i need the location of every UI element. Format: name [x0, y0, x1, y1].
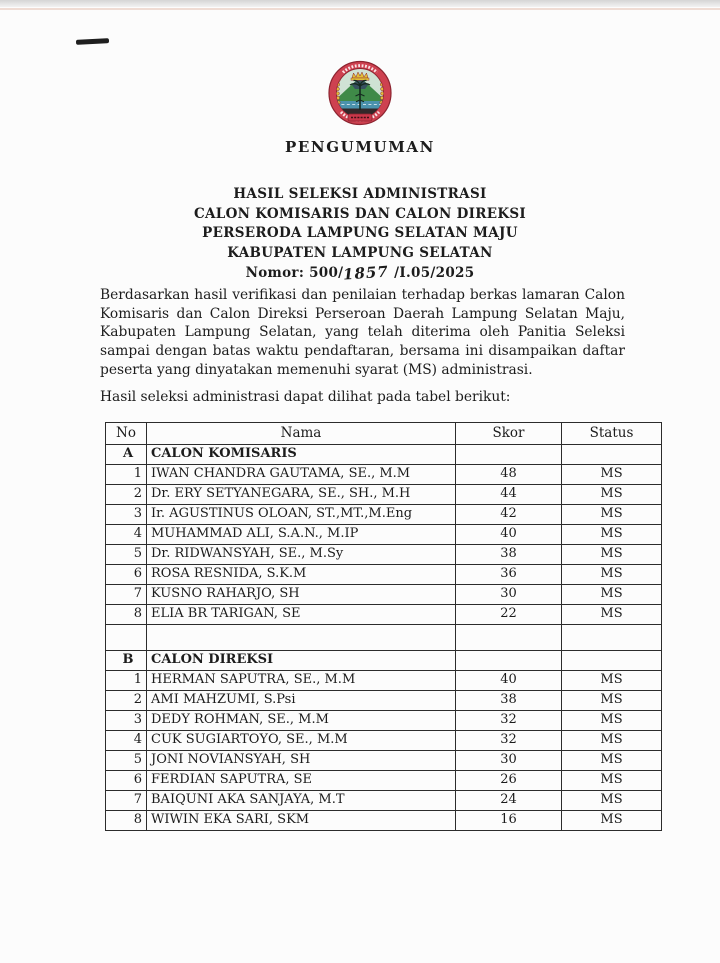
cell-nama: MUHAMMAD ALI, S.A.N., M.IP: [147, 525, 456, 545]
section-empty-cell: [456, 651, 562, 671]
cell-no: 7: [106, 791, 147, 811]
cell-status: MS: [562, 711, 662, 731]
cell-nama: Dr. ERY SETYANEGARA, SE., SH., M.H: [147, 485, 456, 505]
cell-no: 4: [106, 525, 147, 545]
cell-status: MS: [562, 811, 662, 831]
cell-status: MS: [562, 605, 662, 625]
cell-status: MS: [562, 505, 662, 525]
cell-nama: Ir. AGUSTINUS OLOAN, ST.,MT.,M.Eng: [147, 505, 456, 525]
body-paragraph: Berdasarkan hasil verifikasi dan penilaian terhadap berkas lamaran Calon Komisaris dan Calon Direksi Perseroan Daerah Lampung Selatan Maju, Kabupaten Lampung Selatan, yang telah diterima oleh Panitia Seleksi sampai dengan batas waktu pendaftaran, bersama ini disampaikan daftar peserta yang dinyatakan memenuhi syarat (MS) administrasi.: [100, 287, 625, 378]
title-line-2: CALON KOMISARIS DAN CALON DIREKSI: [193, 205, 527, 222]
cell-nama: KUSNO RAHARJO, SH: [147, 585, 456, 605]
section-id: A: [106, 445, 147, 465]
cell-skor: 42: [456, 505, 562, 525]
document-number-suffix: /I.05/2025: [389, 265, 475, 281]
section-title: CALON DIREKSI: [147, 651, 456, 671]
cell-status: MS: [562, 465, 662, 485]
cell-no: 1: [106, 465, 147, 485]
cell-status: MS: [562, 485, 662, 505]
cell-no: 6: [106, 565, 147, 585]
table-row: [106, 485, 662, 505]
cell-no: 7: [106, 585, 147, 605]
spacer-cell: [106, 625, 147, 651]
table-row: [106, 811, 662, 831]
title-line-4: KABUPATEN LAMPUNG SELATAN: [227, 244, 493, 261]
cell-skor: 32: [456, 731, 562, 751]
cell-nama: DEDY ROHMAN, SE., M.M: [147, 711, 456, 731]
cell-skor: 48: [456, 465, 562, 485]
cell-status: MS: [562, 585, 662, 605]
cell-nama: BAIQUNI AKA SANJAYA, M.T: [147, 791, 456, 811]
table-row: [106, 771, 662, 791]
table-row: [106, 565, 662, 585]
cell-skor: 26: [456, 771, 562, 791]
table-row: [106, 711, 662, 731]
section-title: CALON KOMISARIS: [147, 445, 456, 465]
results-table: [105, 422, 662, 831]
cell-skor: 40: [456, 525, 562, 545]
section-empty-cell: [562, 651, 662, 671]
table-section-row-b: [106, 651, 662, 671]
results-table-body: [106, 445, 662, 831]
cell-nama: AMI MAHZUMI, S.Psi: [147, 691, 456, 711]
cell-skor: 36: [456, 565, 562, 585]
cell-no: 3: [106, 505, 147, 525]
cell-skor: 40: [456, 671, 562, 691]
cell-no: 8: [106, 605, 147, 625]
column-header-status: Status: [562, 423, 662, 445]
cell-status: MS: [562, 545, 662, 565]
spacer-cell: [562, 625, 662, 651]
cell-no: 1: [106, 671, 147, 691]
section-empty-cell: [562, 445, 662, 465]
table-intro-text: Hasil seleksi administrasi dapat dilihat pada tabel berikut:: [100, 389, 511, 405]
spacer-cell: [147, 625, 456, 651]
cell-nama: ELIA BR TARIGAN, SE: [147, 605, 456, 625]
scan-edge-artifact: [0, 0, 720, 7]
table-header-row: [106, 423, 662, 445]
cell-skor: 38: [456, 545, 562, 565]
column-header-no: No: [106, 423, 147, 445]
cell-no: 5: [106, 545, 147, 565]
table-row: [106, 525, 662, 545]
table-spacer-row: [106, 625, 662, 651]
table-row: [106, 731, 662, 751]
title-line-3: PERSERODA LAMPUNG SELATAN MAJU: [202, 225, 518, 241]
document-number-handwritten: 1857: [342, 262, 390, 284]
table-row: [106, 691, 662, 711]
title-line-1: HASIL SELEKSI ADMINISTRASI: [233, 186, 487, 202]
cell-nama: ROSA RESNIDA, S.K.M: [147, 565, 456, 585]
table-row: [106, 465, 662, 485]
table-row: [106, 585, 662, 605]
column-header-nama: Nama: [147, 423, 456, 445]
cell-skor: 24: [456, 791, 562, 811]
scan-line-artifact: [0, 8, 720, 10]
announcement-heading: PENGUMUMAN: [285, 138, 435, 156]
cell-skor: 44: [456, 485, 562, 505]
cell-status: MS: [562, 771, 662, 791]
cell-skor: 16: [456, 811, 562, 831]
cell-skor: 22: [456, 605, 562, 625]
cell-skor: 30: [456, 751, 562, 771]
section-empty-cell: [456, 445, 562, 465]
cell-status: MS: [562, 751, 662, 771]
spacer-cell: [456, 625, 562, 651]
column-header-skor: Skor: [456, 423, 562, 445]
table-section-row-a: [106, 445, 662, 465]
table-row: [106, 505, 662, 525]
cell-skor: 38: [456, 691, 562, 711]
cell-no: 8: [106, 811, 147, 831]
cell-nama: Dr. RIDWANSYAH, SE., M.Sy: [147, 545, 456, 565]
table-row: [106, 605, 662, 625]
table-row: [106, 671, 662, 691]
cell-no: 5: [106, 751, 147, 771]
table-row: [106, 791, 662, 811]
section-id: B: [106, 651, 147, 671]
cell-status: MS: [562, 525, 662, 545]
table-row: [106, 545, 662, 565]
cell-status: MS: [562, 691, 662, 711]
cell-status: MS: [562, 671, 662, 691]
cell-skor: 32: [456, 711, 562, 731]
pen-mark-artifact: [76, 38, 109, 44]
cell-nama: HERMAN SAPUTRA, SE., M.M: [147, 671, 456, 691]
cell-no: 2: [106, 691, 147, 711]
table-row: [106, 751, 662, 771]
cell-no: 6: [106, 771, 147, 791]
cell-no: 2: [106, 485, 147, 505]
document-title: [0, 185, 720, 284]
document-number-prefix: Nomor: 500/: [245, 265, 344, 281]
cell-status: MS: [562, 791, 662, 811]
cell-no: 3: [106, 711, 147, 731]
cell-status: MS: [562, 565, 662, 585]
cell-status: MS: [562, 731, 662, 751]
regency-crest-logo-icon: [0, 60, 720, 126]
cell-nama: IWAN CHANDRA GAUTAMA, SE., M.M: [147, 465, 456, 485]
cell-nama: FERDIAN SAPUTRA, SE: [147, 771, 456, 791]
cell-no: 4: [106, 731, 147, 751]
cell-nama: WIWIN EKA SARI, SKM: [147, 811, 456, 831]
document-number: [0, 263, 720, 284]
cell-nama: CUK SUGIARTOYO, SE., M.M: [147, 731, 456, 751]
cell-nama: JONI NOVIANSYAH, SH: [147, 751, 456, 771]
cell-skor: 30: [456, 585, 562, 605]
